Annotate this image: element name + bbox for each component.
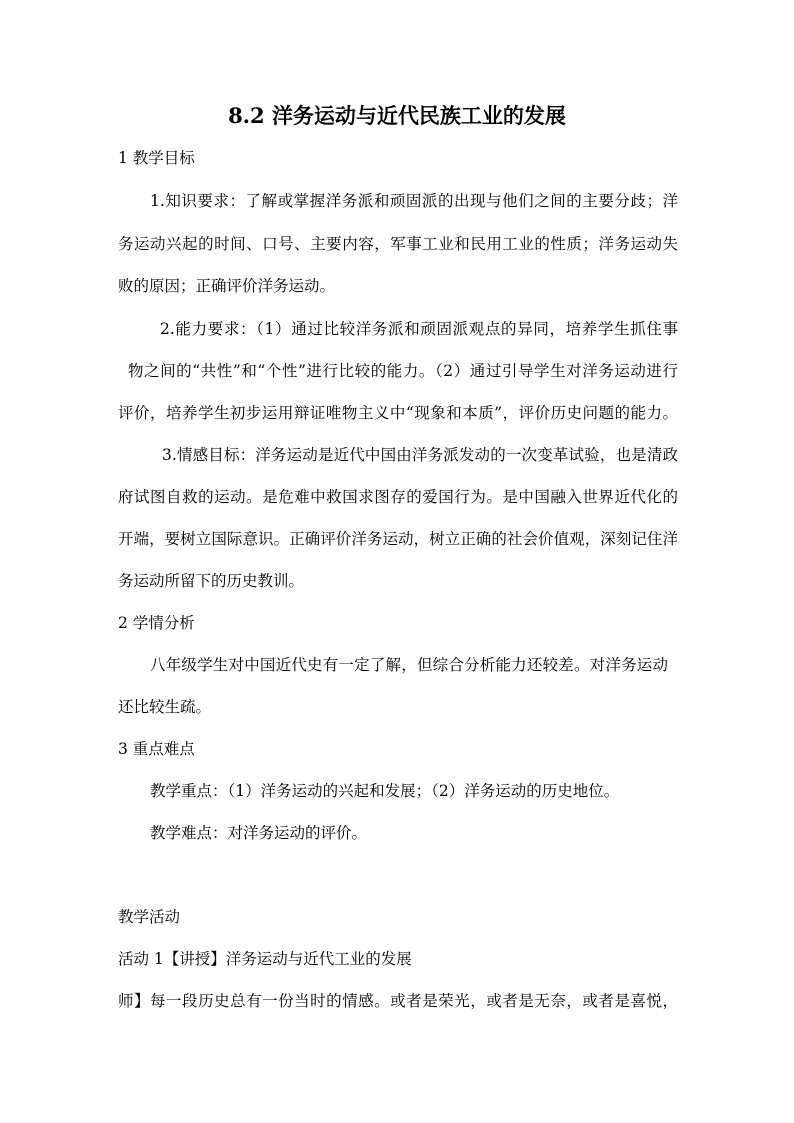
activity-1-title: 活动 1【讲授】洋务运动与近代工业的发展 [118,950,412,968]
teacher-line-1: 师】每一段历史总有一份当时的情感。或者是荣光，或者是无奈，或者是喜悦， [118,992,678,1010]
keypoint-difficulty: 教学难点：对洋务运动的评价。 [150,824,368,842]
analysis-line-1: 八年级学生对中国近代史有一定了解，但综合分析能力还较差。对洋务运动 [150,656,668,674]
section-heading-activities: 教学活动 [118,908,181,926]
analysis-line-2: 还比较生疏。 [118,698,212,716]
section-heading-keypoints: 3 重点难点 [118,740,195,758]
ability-line-3: 评价，培养学生初步运用辩证唯物主义中“现象和本质”，评价历史问题的能力。 [118,404,678,422]
knowledge-line-1: 1.知识要求：了解或掌握洋务派和顽固派的出现与他们之间的主要分歧；洋 [150,192,678,210]
emotion-line-2: 府试图自救的运动。是危难中救国求图存的爱国行为。是中国融入世界近代化的 [118,488,678,506]
section-heading-objectives: 1 教学目标 [118,149,195,167]
knowledge-line-2: 务运动兴起的时间、口号、主要内容，军事工业和民用工业的性质；洋务运动失 [118,235,678,253]
page-title: 8.2 洋务运动与近代民族工业的发展 [228,103,566,128]
section-heading-analysis: 2 学情分析 [118,614,195,632]
ability-line-1: 2.能力要求：（1）通过比较洋务派和顽固派观点的异同，培养学生抓住事 [160,320,678,338]
keypoint-focus: 教学重点：（1）洋务运动的兴起和发展；（2）洋务运动的历史地位。 [150,782,620,800]
emotion-line-1: 3.情感目标：洋务运动是近代中国由洋务派发动的一次变革试验，也是清政 [162,446,678,464]
emotion-line-4: 务运动所留下的历史教训。 [118,572,305,590]
emotion-line-3: 开端，要树立国际意识。正确评价洋务运动，树立正确的社会价值观，深刻记住洋 [118,530,678,548]
ability-line-2: 物之间的“共性”和“个性”进行比较的能力。（2）通过引导学生对洋务运动进行 [128,362,678,380]
knowledge-line-3: 败的原因；正确评价洋务运动。 [118,277,336,295]
